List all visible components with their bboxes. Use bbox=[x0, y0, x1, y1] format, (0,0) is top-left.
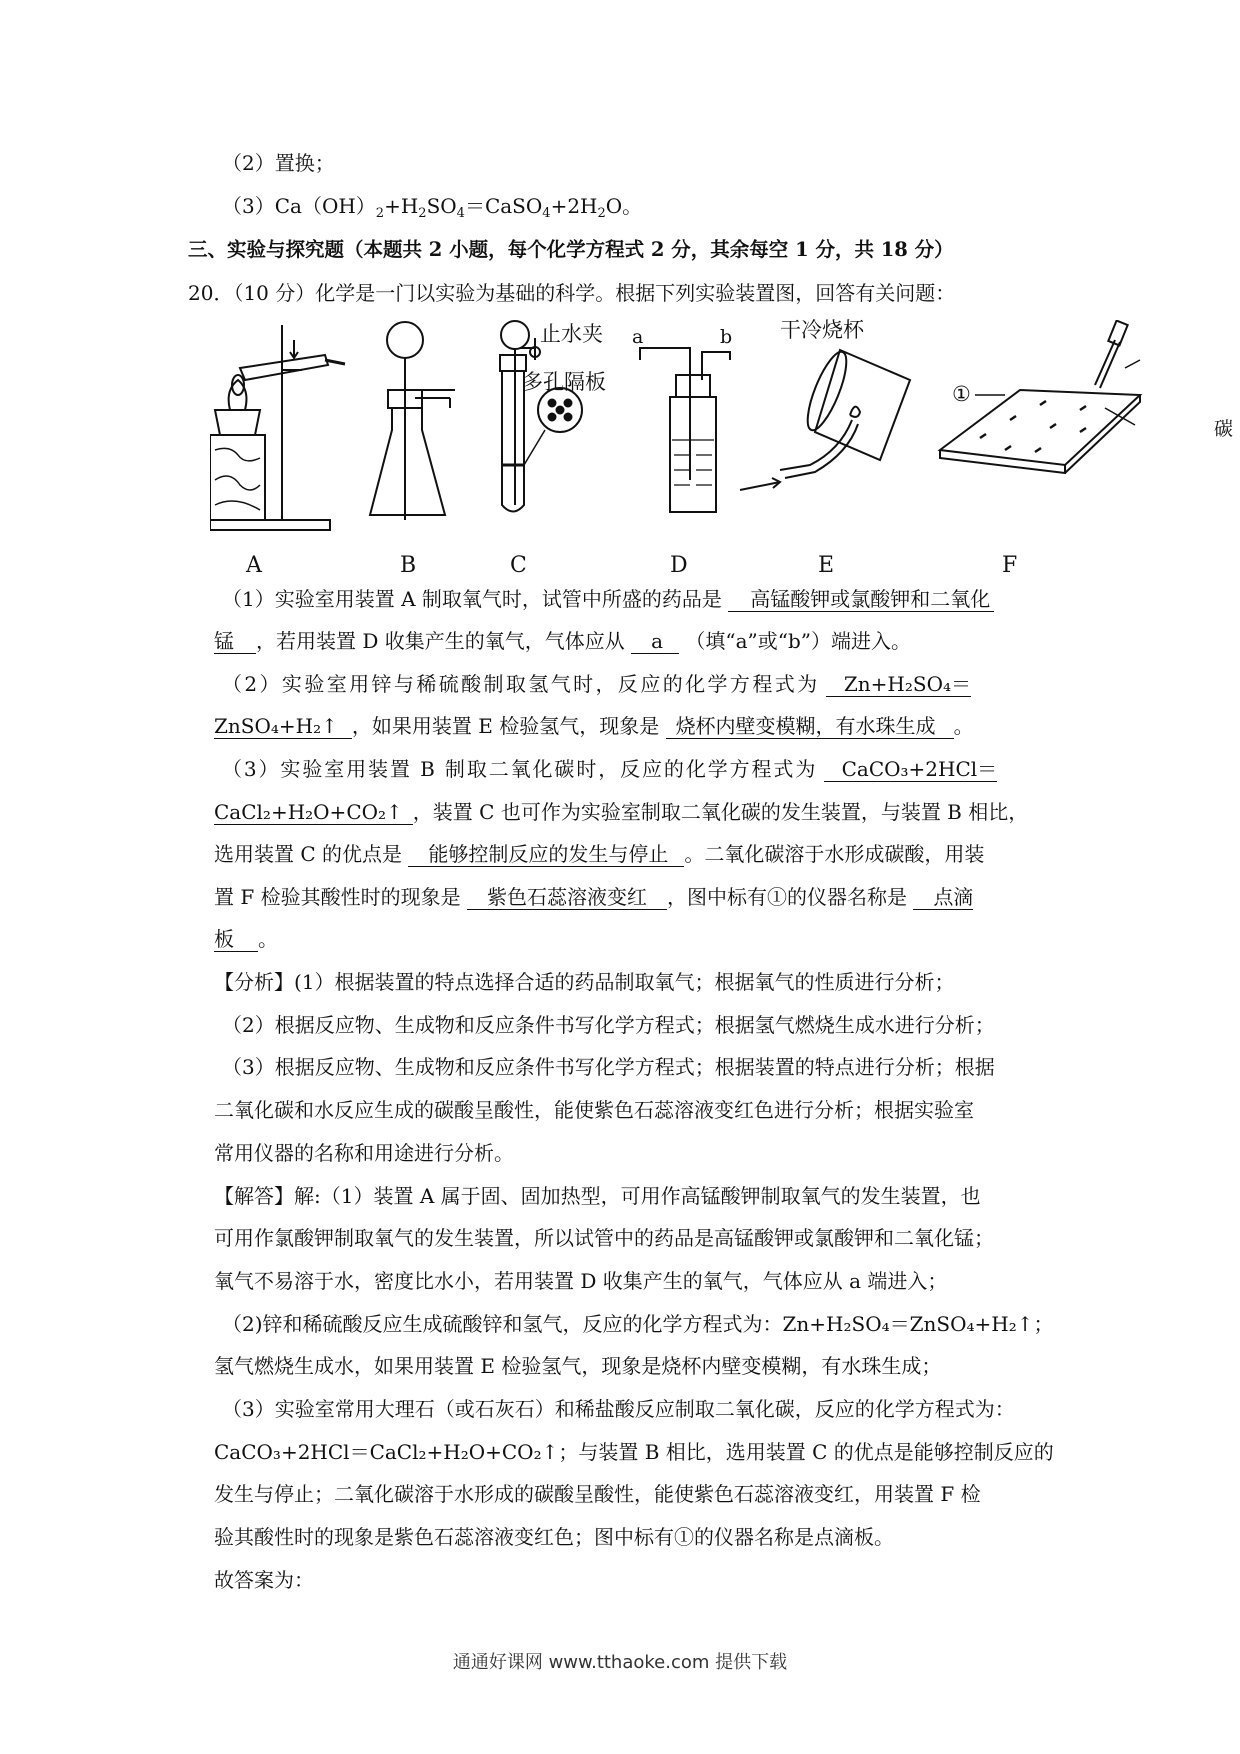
q3-answer-2: 能够控制反应的发生与停止 bbox=[408, 842, 684, 867]
q2-answer-1-cont: ZnSO₄+H₂↑ bbox=[214, 714, 352, 739]
q3-line-3 bbox=[214, 841, 984, 867]
q3-text: ，装置 C 也可作为实验室制取二氧化碳的发生装置，与装置 B 相比， bbox=[412, 800, 1029, 824]
q1-line-1 bbox=[222, 586, 994, 612]
q3-line-5 bbox=[214, 926, 278, 952]
subscript: 2 bbox=[418, 206, 427, 221]
q2-answer-2: 烧杯内壁变模糊，有水珠生成 bbox=[666, 714, 954, 739]
subscript: 2 bbox=[375, 206, 385, 221]
q3-answer-3: 紫色石蕊溶液变红 bbox=[467, 885, 667, 910]
subscript: 4 bbox=[542, 206, 551, 221]
q2-text: 。 bbox=[953, 714, 974, 738]
q3-answer-4-cont: 板 bbox=[214, 927, 258, 952]
q3-line-1 bbox=[222, 756, 997, 782]
q2-line-1 bbox=[222, 671, 971, 697]
q2-text: （2）实验室用锌与稀硫酸制取氢气时，反应的化学方程式为 bbox=[222, 672, 820, 696]
circle-one-marker: ① bbox=[952, 382, 971, 406]
q2-text: ，如果用装置 E 检验氢气，现象是 bbox=[351, 714, 660, 738]
label-f: F bbox=[1002, 553, 1018, 578]
answer-line-1: 【解答】解:（1）装置 A 属于固、固加热型，可用作高锰酸钾制取氧气的发生装置，也 bbox=[214, 1184, 981, 1208]
q3-answer-1-cont: CaCl₂+H₂O+CO₂↑ bbox=[214, 800, 413, 825]
answer-line-8: 发生与停止；二氧化碳溶于水形成的碳酸呈酸性，能使紫色石蕊溶液变红，用装置 F 检 bbox=[214, 1482, 981, 1506]
text-run: +H bbox=[384, 194, 419, 218]
q3-text: （3）实验室用装置 B 制取二氧化碳时，反应的化学方程式为 bbox=[222, 757, 818, 781]
text-run: SO bbox=[426, 194, 457, 218]
answer-line-7: CaCO₃+2HCl＝CaCl₂+H₂O+CO₂↑；与装置 B 相比，选用装置 C 的优点是能够控制反应的 bbox=[214, 1440, 1054, 1464]
analysis-line-3: （3）根据反应物、生成物和反应条件书写化学方程式；根据装置的特点进行分析；根据 bbox=[222, 1055, 995, 1079]
q2-line-2 bbox=[214, 713, 974, 739]
q1-answer-1: 高锰酸钾或氯酸钾和二氧化 bbox=[728, 587, 994, 612]
label-b: B bbox=[400, 553, 417, 578]
cut-off-label: 碳 bbox=[1214, 418, 1234, 440]
q1-line-2 bbox=[214, 628, 911, 654]
footer: 通通好课网 www.tthaoke.com 提供下载 bbox=[452, 1652, 788, 1673]
q3-answer-1: CaCO₃+2HCl＝ bbox=[824, 757, 998, 782]
answer-line-10: 故答案为： bbox=[214, 1568, 314, 1592]
q1-text: （填“a”或“b”）端进入。 bbox=[685, 629, 912, 653]
analysis-line-4: 二氧化碳和水反应生成的碳酸呈酸性，能使紫色石蕊溶液变红色进行分析；根据实验室 bbox=[214, 1098, 974, 1122]
port-a-label: a bbox=[632, 326, 644, 348]
prev-answer-3 bbox=[222, 193, 642, 219]
porous-plate-label: 多孔隔板 bbox=[522, 370, 606, 394]
port-b-label: b bbox=[720, 326, 733, 348]
apparatus-drawing bbox=[210, 320, 1240, 580]
label-c: C bbox=[510, 553, 527, 578]
q2-answer-1: Zn+H₂SO₄＝ bbox=[826, 672, 971, 697]
subscript: 2 bbox=[597, 206, 606, 221]
analysis-line-5: 常用仪器的名称和用途进行分析。 bbox=[214, 1141, 514, 1165]
apparatus-a bbox=[210, 325, 345, 530]
apparatus-b bbox=[370, 322, 455, 520]
answer-line-2: 可用作氯酸钾制取氧气的发生装置，所以试管中的药品是高锰酸钾或氯酸钾和二氧化锰； bbox=[214, 1226, 994, 1250]
q3-text: 选用装置 C 的优点是 bbox=[214, 842, 403, 866]
text-run: ＝CaSO bbox=[464, 194, 543, 218]
label-e: E bbox=[818, 553, 835, 578]
question-intro: 20．（10 分）化学是一门以实验为基础的科学。根据下列实验装置图，回答有关问题： bbox=[188, 281, 956, 305]
text-run: O。 bbox=[605, 194, 643, 218]
prev-answer-2: （2）置换； bbox=[222, 151, 335, 175]
answer-line-3: 氧气不易溶于水，密度比水小，若用装置 D 收集产生的氧气，气体应从 a 端进入； bbox=[214, 1269, 948, 1293]
q3-text: 置 F 检验其酸性时的现象是 bbox=[214, 885, 461, 909]
q1-answer-1-cont: 锰 bbox=[214, 629, 256, 654]
analysis-line-2: （2）根据反应物、生成物和反应条件书写化学方程式；根据氢气燃烧生成水进行分析； bbox=[222, 1013, 995, 1037]
answer-line-4: （2)锌和稀硫酸反应生成硫酸锌和氢气，反应的化学方程式为：Zn+H₂SO₄＝ZnSO₄+H₂↑； bbox=[222, 1312, 1054, 1336]
q1-text: （1）实验室用装置 A 制取氧气时，试管中所盛的药品是 bbox=[222, 587, 722, 611]
answer-line-5: 氢气燃烧生成水，如果用装置 E 检验氢气，现象是烧杯内壁变模糊，有水珠生成； bbox=[214, 1354, 942, 1378]
q3-text: 。 bbox=[258, 927, 278, 951]
apparatus-d bbox=[640, 348, 730, 512]
q3-line-2 bbox=[214, 799, 1028, 825]
apparatus-e bbox=[740, 348, 910, 490]
label-d: D bbox=[670, 553, 688, 578]
answer-line-6: （3）实验室常用大理石（或石灰石）和稀盐酸反应制取二氧化碳，反应的化学方程式为： bbox=[222, 1397, 1015, 1421]
q1-text: ，若用装置 D 收集产生的氧气，气体应从 bbox=[256, 629, 625, 653]
answer-line-9: 验其酸性时的现象是紫色石蕊溶液变红色；图中标有①的仪器名称是点滴板。 bbox=[214, 1525, 894, 1549]
analysis-line-1: 【分析】(1）根据装置的特点选择合适的药品制取氧气；根据氧气的性质进行分析； bbox=[214, 970, 955, 994]
dry-cold-beaker-label: 干冷烧杯 bbox=[780, 318, 864, 342]
apparatus-figure bbox=[210, 320, 1240, 580]
q3-text: ，图中标有①的仪器名称是 bbox=[666, 885, 907, 909]
q1-answer-2: a bbox=[631, 629, 679, 654]
q3-text: 。二氧化碳溶于水形成碳酸，用装 bbox=[684, 842, 985, 866]
text-run: （3）Ca（OH） bbox=[222, 194, 376, 218]
section-heading: 三、实验与探究题（本题共 2 小题，每个化学方程式 2 分，其余每空 1 分，共 18 分） bbox=[188, 238, 954, 261]
stop-clamp-label: 止水夹 bbox=[540, 322, 603, 346]
q3-line-4 bbox=[214, 884, 973, 910]
apparatus-c bbox=[500, 321, 582, 512]
text-run: +2H bbox=[550, 194, 598, 218]
label-a: A bbox=[246, 553, 262, 578]
subscript: 4 bbox=[456, 206, 465, 221]
q3-answer-4: 点滴 bbox=[913, 885, 973, 910]
